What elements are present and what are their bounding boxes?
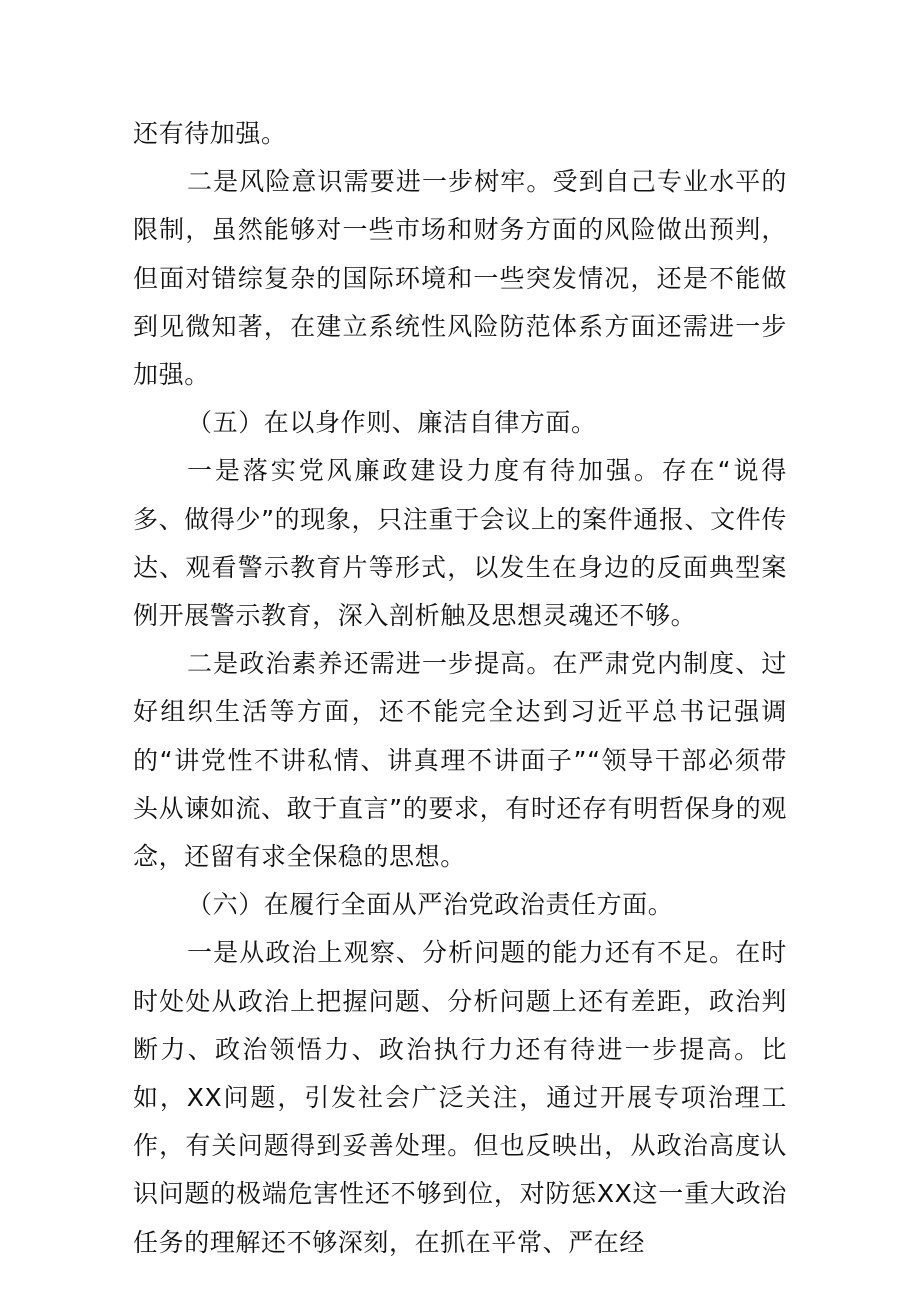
paragraph-risk-awareness: 二是风险意识需要进一步树牢。受到自己专业水平的限制，虽然能够对一些市场和财务方面的风险做出预判，但面对错综复杂的国际环境和一些突发情况，还是不能做到见微知著，在建立系统性风险防范体系方面还需进一步加强。 <box>133 167 787 390</box>
section-heading-six: （六）在履行全面从严治党政治责任方面。 <box>187 890 674 920</box>
document-body <box>133 110 787 1267</box>
paragraph-integrity-building: 一是落实党风廉政建设力度有待加强。存在“说得多、做得少”的现象，只注重于会议上的案件通报、文件传达、观看警示教育片等形式，以发生在身边的反面典型案例开展警示教育，深入剖析触及思想灵魂还不够。 <box>133 456 787 631</box>
paragraph-continuation: 还有待加强。 <box>133 119 287 148</box>
section-heading-five: （五）在以身作则、廉洁自律方面。 <box>187 408 597 438</box>
paragraph-political-literacy: 二是政治素养还需进一步提高。在严肃党内制度、过好组织生活等方面，还不能完全达到习近平总书记强调的“讲党性不讲私情、讲真理不讲面子”“领导干部必须带头从谏如流、敢于直言”的要求，有时还存有明哲保身的观念，还留有求全保稳的思想。 <box>133 649 787 872</box>
paragraph-political-analysis: 一是从政治上观察、分析问题的能力还有不足。在时时处处从政治上把握问题、分析问题上还有差距，政治判断力、政治领悟力、政治执行力还有待进一步提高。比如，XX问题，引发社会广泛关注，通过开展专项治理工作，有关问题得到妥善处理。但也反映出，从政治高度认识问题的极端危害性还不够到位，对防惩XX这一重大政治任务的理解还不够深刻，在抓在平常、严在经 <box>133 938 787 1257</box>
